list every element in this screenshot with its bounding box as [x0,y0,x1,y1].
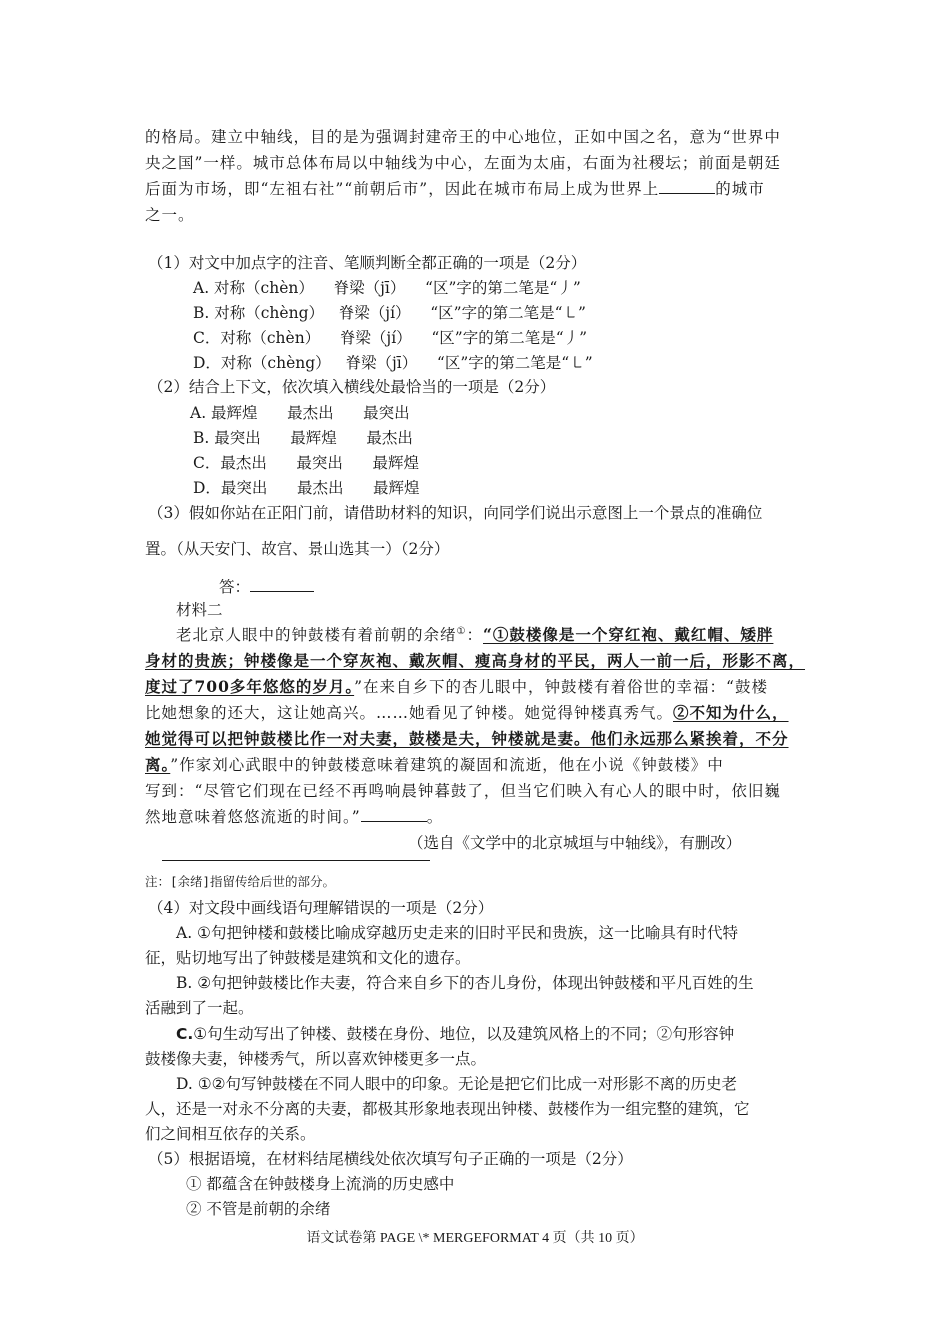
material-text: ”作家刘心武眼中的钟鼓楼意味着建筑的凝固和流逝，他在小说《钟鼓楼》中 [170,756,724,774]
answer-line [219,574,314,600]
underlined-sentence-1: “①鼓楼像是一个穿红袍、戴红帽、矮胖 [483,625,774,644]
passage-line [145,176,765,202]
passage-line: 的格局。建立中轴线，目的是为强调封建帝王的中心地位，正如中国之名，意为“世界中 [145,128,781,146]
answer-label: 答： [219,578,251,596]
fill-blank [361,805,427,822]
source-citation: （选自《文学中的北京城垣与中轴线》，有删改） [408,834,742,852]
q5-item: ② 不管是前朝的余绪 [186,1200,331,1218]
q4-option-d: D. ①②句写钟鼓楼在不同人眼中的印象。无论是把它们比成一对形影不离的历史老 [176,1075,738,1093]
underlined-sentence-2: 离。 [145,755,171,774]
question-3-line: 置。（从天安门、故宫、景山选其一）（2分） [145,540,450,558]
footnote-marker: ① [456,625,467,637]
q1-option-d: D．对称（chèng） 脊梁（jī） “区”字的第二笔是“㇄” [193,354,593,372]
q2-option-b: B. 最突出 最辉煌 最杰出 [193,429,413,447]
material-line [145,700,789,726]
passage-text: 后面为市场，即“左祖右社”“前朝后市”，因此在城市布局上成为世界上 [145,180,660,198]
material-text: 老北京人眼中的钟鼓楼有着前朝的余绪 [176,626,457,644]
q1-option-b: B. 对称（chèng） 脊梁（jí） “区”字的第二笔是“㇄” [193,304,586,322]
q4-option-d-cont: 人，还是一对永不分离的夫妻，都极其形象地表现出钟楼、鼓楼作为一组完整的建筑，它 [145,1100,750,1118]
page-footer: 语文试卷第 PAGE \* MERGEFORMAT 4 页（共 10 页） [306,1231,644,1246]
q1-option-a: A. 对称（chèn） 脊梁（jī） “区”字的第二笔是“丿” [193,279,581,297]
material-line [176,622,773,648]
q2-option-d: D．最突出 最杰出 最辉煌 [193,479,420,497]
material-line [145,752,724,778]
material-line [145,804,443,830]
material-heading: 材料二 [176,601,223,619]
q1-option-c: C．对称（chèn） 脊梁（jí） “区”字的第二笔是“丿” [193,329,588,347]
passage-line: 之一。 [145,206,195,224]
material-text: 。 [426,808,444,826]
underlined-sentence-1: 度过了700多年悠悠的岁月。 [145,677,355,696]
footnote-divider [162,860,430,861]
answer-blank [250,575,314,592]
q4-option-c-cont: 鼓楼像夫妻，钟楼秀气，所以喜欢钟楼更多一点。 [145,1050,487,1068]
q4-option-a-cont: 征，贴切地写出了钟鼓楼是建筑和文化的遗存。 [145,949,471,967]
footnote: 注：[余绪]指留传给后世的部分。 [145,874,336,889]
fill-blank [659,177,715,194]
material-text: ： [466,626,483,644]
material-text: 然地意味着悠悠流逝的时间。” [145,808,361,826]
q4-option-b: B. ②句把钟鼓楼比作夫妻，符合来自乡下的杏儿身份，体现出钟鼓楼和平凡百姓的生 [176,974,754,992]
q4-option-d-cont: 们之间相互依存的关系。 [145,1125,316,1143]
material-line: 写到：“尽管它们现在已经不再鸣响晨钟暮鼓了，但当它们映入有心人的眼中时，依旧巍 [145,782,781,800]
passage-line: 央之国”一样。城市总体布局以中轴线为中心，左面为太庙，右面为社稷坛；前面是朝廷 [145,154,781,172]
q2-option-c: C．最杰出 最突出 最辉煌 [193,454,419,472]
q5-item: ① 都蕴含在钟鼓楼身上流淌的历史感中 [186,1175,455,1193]
question-4-stem: （4）对文段中画线语句理解错误的一项是（2分） [148,899,494,917]
passage-text: 的城市 [715,180,765,198]
underlined-sentence-2: ②不知为什么， [673,703,789,722]
q4-option-c [176,1021,734,1047]
option-label: C. [176,1025,194,1043]
option-text: ①句生动写出了钟楼、鼓楼在身份、地位，以及建筑风格上的不同；②句形容钟 [193,1025,735,1043]
question-1-stem: （1）对文中加点字的注音、笔顺判断全都正确的一项是（2分） [148,254,587,272]
material-line [145,674,768,700]
material-text: 比她想象的还大，这让她高兴。……她看见了钟楼。她觉得钟楼真秀气。 [145,704,674,722]
underlined-sentence-1: 身材的贵族；钟楼像是一个穿灰袍、戴灰帽、瘦高身材的平民，两人一前一后，形影不离， [145,651,806,670]
q4-option-a: A. ①句把钟楼和鼓楼比喻成穿越历史走来的旧时平民和贵族，这一比喻具有时代特 [176,924,738,942]
question-2-stem: （2）结合上下文，依次填入横线处最恰当的一项是（2分） [148,378,556,396]
q4-option-b-cont: 活融到了一起。 [145,999,254,1017]
question-3-line: （3）假如你站在正阳门前，请借助材料的知识，向同学们说出示意图上一个景点的准确位 [148,504,763,522]
q2-option-a: A. 最辉煌 最杰出 最突出 [190,404,410,422]
question-5-stem: （5）根据语境，在材料结尾横线处依次填写句子正确的一项是（2分） [148,1150,633,1168]
underlined-sentence-2: 她觉得可以把钟鼓楼比作一对夫妻，鼓楼是夫，钟楼就是妻。他们永远那么紧挨着，不分 [145,729,789,748]
material-text: ”在来自乡下的杏儿眼中，钟鼓楼有着俗世的幸福：“鼓楼 [354,678,768,696]
